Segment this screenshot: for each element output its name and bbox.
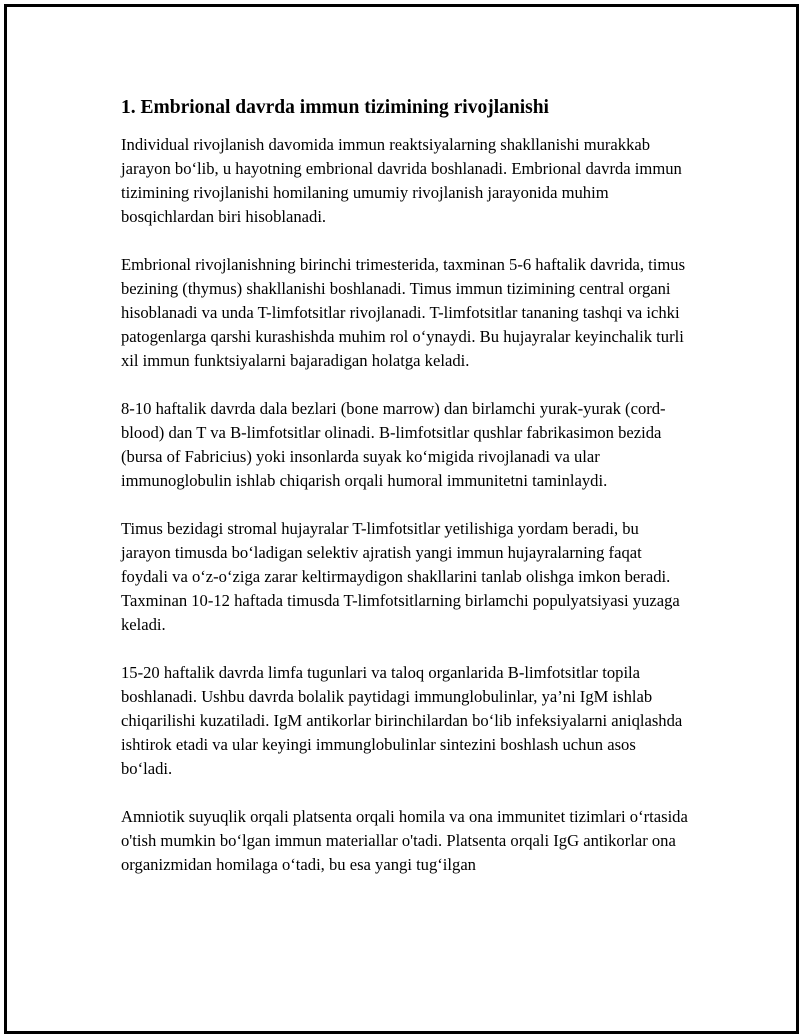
paragraph: Individual rivojlanish davomida immun reaktsiyalarning shakllanishi murakkab jarayon bo‘lib, u hayotning embrional davrida boshlanadi. Embrional davrda immun tizimining rivojlanishi homilaning umumiy rivojlanish jarayonida muhim bosqichlardan biri hisoblanadi. [121,135,682,226]
document-page [4,4,799,1034]
document-body [121,95,691,901]
paragraph: 8-10 haftalik davrda dala bezlari (bone marrow) dan birlamchi yurak-yurak (cord-blood) dan T va B-limfotsitlar olinadi. B-limfotsitlar qushlar fabrikasimon bezida (bursa of Fabricius) yoki insonlarda suyak ko‘migida rivojlanadi va ular immunoglobulin ishlab chiqarish orqali humoral immunitetni taminlaydi. [121,399,666,490]
paragraph: Embrional rivojlanishning birinchi trimesterida, taxminan 5-6 haftalik davrida, timus bezining (thymus) shakllanishi boshlanadi. Timus immun tizimining central organi hisoblanadi va unda T-limfotsitlar rivojlanadi. T-limfotsitlar tananing tashqi va ichki patogenlarga qarshi kurashishda muhim rol o‘ynaydi. Bu hujayralar keyinchalik turli xil immun funktsiyalarni bajaradigan holatga keladi. [121,255,686,370]
paragraph: Amniotik suyuqlik orqali platsenta orqali homila va ona immunitet tizimlari o‘rtasida o'tish mumkin bo‘lgan immun materiallar o'tadi. Platsenta orqali IgG antikorlar ona organizmidan homilaga o‘tadi, bu esa yangi tug‘ilgan [121,807,688,874]
section-heading: 1. Embrional davrda immun tizimining rivojlanishi [121,97,549,118]
paragraph: 15-20 haftalik davrda limfa tugunlari va taloq organlarida B-limfotsitlar topila boshlanadi. Ushbu davrda bolalik paytidagi immunglobulinlar, ya’ni IgM ishlab chiqarilishi kuzatiladi. IgM antikorlar birinchilardan bo‘lib infeksiyalarni aniqlashda ishtirok etadi va ular keyingi immunglobulinlar sintezini boshlash uchun asos bo‘ladi. [121,663,683,778]
paragraph: Timus bezidagi stromal hujayralar T-limfotsitlar yetilishiga yordam beradi, bu jarayon timusda bo‘ladigan selektiv ajratish yangi immun hujayralarning faqat foydali va o‘z-o‘ziga zarar keltirmaydigon shakllarini tanlab olishga imkon beradi. Taxminan 10-12 haftada timusda T-limfotsitlarning birlamchi populyatsiyasi yuzaga keladi. [121,519,680,634]
